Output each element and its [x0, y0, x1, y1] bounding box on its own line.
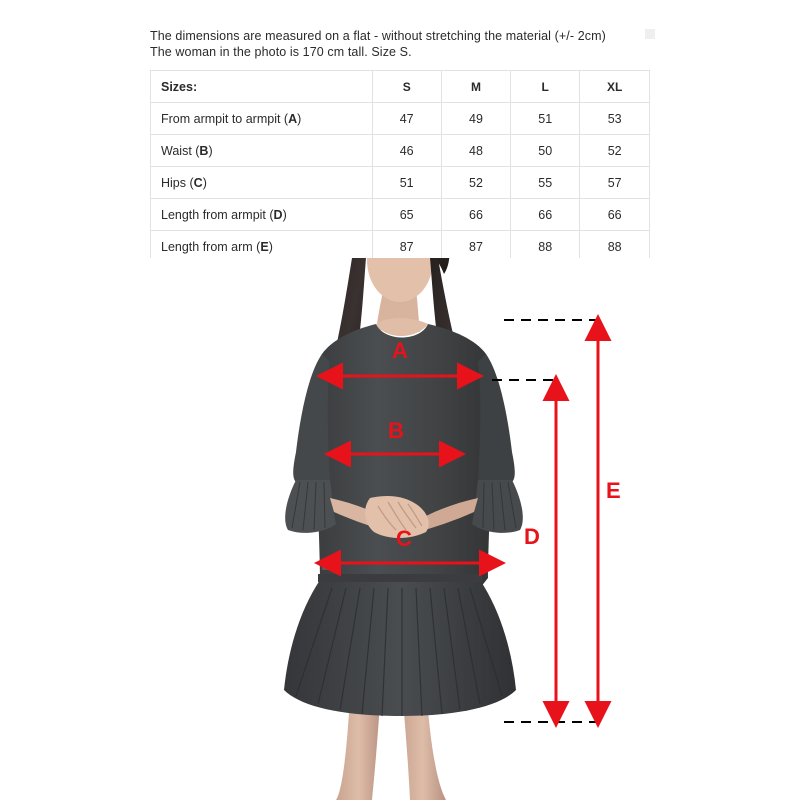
- label-d: D: [524, 524, 540, 549]
- cell-b-s: 46: [372, 135, 441, 167]
- cell-a-s: 47: [372, 103, 441, 135]
- cell-d-s: 65: [372, 199, 441, 231]
- image-artifact: [645, 29, 655, 39]
- table-row: [151, 167, 650, 199]
- cell-c-s: 51: [372, 167, 441, 199]
- cell-e-m: 87: [441, 231, 510, 263]
- size-table-body: [151, 103, 650, 263]
- dress-bodice: [315, 318, 493, 588]
- row-letter-b: B: [199, 143, 209, 158]
- model-photo: [0, 258, 800, 800]
- size-table-wrapper: [150, 70, 650, 263]
- header-size-xl: XL: [580, 71, 650, 103]
- skirt: [284, 564, 516, 716]
- row-label-b-text: Waist (: [161, 143, 200, 158]
- cell-d-m: 66: [441, 199, 510, 231]
- cell-d-xl: 66: [580, 199, 650, 231]
- row-letter-e: E: [260, 239, 269, 254]
- row-letter-a: A: [288, 111, 298, 126]
- cell-e-l: 88: [511, 231, 580, 263]
- row-label-c-text: Hips (: [161, 175, 194, 190]
- size-table: [150, 70, 650, 263]
- cell-d-l: 66: [511, 199, 580, 231]
- row-label-c: [151, 167, 373, 199]
- row-label-c-end: ): [202, 175, 207, 190]
- table-row: [151, 135, 650, 167]
- cell-a-l: 51: [511, 103, 580, 135]
- row-letter-d: D: [273, 207, 283, 222]
- header-size-l: L: [511, 71, 580, 103]
- row-label-e-text: Length from arm (: [161, 239, 261, 254]
- table-row: [151, 199, 650, 231]
- brand-tag: [322, 564, 336, 570]
- cell-e-xl: 88: [580, 231, 650, 263]
- label-a: A: [392, 338, 408, 363]
- row-label-b-end: ): [208, 143, 213, 158]
- note-line-1: The dimensions are measured on a flat - without stretching the material (+/- 2cm): [150, 29, 606, 43]
- row-label-a: [151, 103, 373, 135]
- cell-a-m: 49: [441, 103, 510, 135]
- row-label-d-end: ): [282, 207, 287, 222]
- cell-c-m: 52: [441, 167, 510, 199]
- header-size-s: S: [372, 71, 441, 103]
- row-label-d-text: Length from armpit (: [161, 207, 274, 222]
- header-size-m: M: [441, 71, 510, 103]
- table-header-row: [151, 71, 650, 103]
- measurement-note: [150, 28, 650, 60]
- header-sizes-label: Sizes:: [151, 71, 373, 103]
- row-letter-c: C: [193, 175, 203, 190]
- model-illustration: [0, 258, 800, 800]
- label-e: E: [606, 478, 621, 503]
- row-label-e-end: ): [268, 239, 273, 254]
- label-c: C: [396, 526, 412, 551]
- row-label-b: [151, 135, 373, 167]
- row-label-a-text: From armpit to armpit (: [161, 111, 289, 126]
- cell-b-l: 50: [511, 135, 580, 167]
- cell-e-s: 87: [372, 231, 441, 263]
- row-label-d: [151, 199, 373, 231]
- cell-c-l: 55: [511, 167, 580, 199]
- cell-b-m: 48: [441, 135, 510, 167]
- row-label-a-end: ): [297, 111, 302, 126]
- cell-a-xl: 53: [580, 103, 650, 135]
- cell-c-xl: 57: [580, 167, 650, 199]
- cell-b-xl: 52: [580, 135, 650, 167]
- note-line-2: The woman in the photo is 170 cm tall. Size S.: [150, 45, 412, 59]
- size-table-head: [151, 71, 650, 103]
- label-b: B: [388, 418, 404, 443]
- table-row: [151, 103, 650, 135]
